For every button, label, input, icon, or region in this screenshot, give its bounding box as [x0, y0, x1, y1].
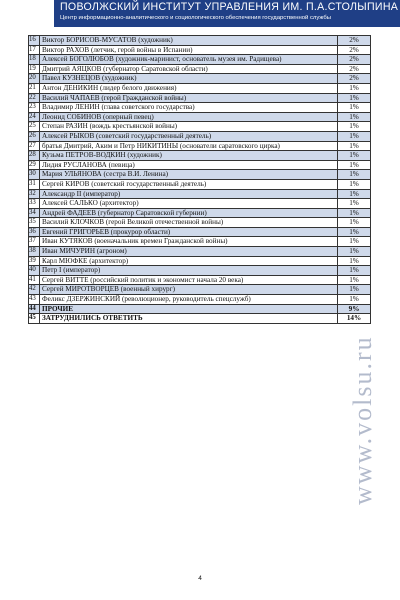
row-percent: 1% — [338, 160, 371, 170]
row-percent: 14% — [338, 314, 371, 324]
row-percent: 1% — [338, 247, 371, 257]
table-row — [29, 218, 371, 228]
row-number: 31 — [29, 179, 40, 189]
row-number: 29 — [29, 160, 40, 170]
table-row — [29, 304, 371, 314]
row-number: 39 — [29, 256, 40, 266]
row-number: 33 — [29, 199, 40, 209]
row-percent: 1% — [338, 112, 371, 122]
row-percent: 1% — [338, 103, 371, 113]
row-percent: 1% — [338, 131, 371, 141]
row-percent: 1% — [338, 179, 371, 189]
row-name: Мария УЛЬЯНОВА (сестра В.И. Ленина) — [40, 170, 338, 180]
row-number: 22 — [29, 93, 40, 103]
row-name: Василий КЛОЧКОВ (герой Великой отечественной войны) — [40, 218, 338, 228]
row-number: 27 — [29, 141, 40, 151]
row-percent: 1% — [338, 227, 371, 237]
table-row — [29, 179, 371, 189]
row-name: Леонид СОБИНОВ (оперный певец) — [40, 112, 338, 122]
row-name: Иван МИЧУРИН (агроном) — [40, 247, 338, 257]
row-number: 41 — [29, 275, 40, 285]
row-name: Степан РАЗИН (вождь крестьянской войны) — [40, 122, 338, 132]
row-percent: 2% — [338, 64, 371, 74]
table-row — [29, 55, 371, 65]
row-number: 35 — [29, 218, 40, 228]
table-row — [29, 112, 371, 122]
row-name: Сергей КИРОВ (советский государственный деятель) — [40, 179, 338, 189]
table-row — [29, 36, 371, 46]
page-number: 4 — [198, 575, 202, 582]
row-percent: 1% — [338, 237, 371, 247]
row-name: Павел КУЗНЕЦОВ (художник) — [40, 74, 338, 84]
page-header — [54, 0, 400, 27]
row-number: 40 — [29, 266, 40, 276]
row-percent: 1% — [338, 295, 371, 305]
row-number: 16 — [29, 36, 40, 46]
row-percent: 1% — [338, 218, 371, 228]
row-percent: 1% — [338, 189, 371, 199]
table-row — [29, 247, 371, 257]
row-number: 26 — [29, 131, 40, 141]
table-row — [29, 275, 371, 285]
row-name: Кузьма ПЕТРОВ-ВОДКИН (художник) — [40, 151, 338, 161]
table-row — [29, 122, 371, 132]
row-percent: 1% — [338, 141, 371, 151]
table-row — [29, 74, 371, 84]
ranking-table — [28, 35, 371, 324]
row-name: Иван КУТЯКОВ (военачальник времен Гражданской войны) — [40, 237, 338, 247]
table-row — [29, 151, 371, 161]
row-number: 32 — [29, 189, 40, 199]
row-percent: 1% — [338, 83, 371, 93]
table-row — [29, 314, 371, 324]
row-name: Алексей САЛЬКО (архитектор) — [40, 199, 338, 209]
row-name: Сергей МИРОТВОРЦЕВ (военный хирург) — [40, 285, 338, 295]
row-number: 34 — [29, 208, 40, 218]
row-number: 17 — [29, 45, 40, 55]
row-name: Андрей ФАДЕЕВ (губернатор Саратовской губернии) — [40, 208, 338, 218]
row-name: Александр II (император) — [40, 189, 338, 199]
table-row — [29, 160, 371, 170]
table-row — [29, 45, 371, 55]
row-percent: 1% — [338, 170, 371, 180]
row-number: 28 — [29, 151, 40, 161]
table-row — [29, 285, 371, 295]
institute-title: ПОВОЛЖСКИЙ ИНСТИТУТ УПРАВЛЕНИЯ ИМ. П.А.СТОЛЫПИНА — [60, 1, 399, 13]
row-name: Евгений ГРИГОРЬЕВ (прокурор области) — [40, 227, 338, 237]
row-name: Лидия РУСЛАНОВА (певица) — [40, 160, 338, 170]
table-row — [29, 266, 371, 276]
row-number: 19 — [29, 64, 40, 74]
row-name: Карл МЮФКЕ (архитектор) — [40, 256, 338, 266]
row-number: 44 — [29, 304, 40, 314]
row-percent: 9% — [338, 304, 371, 314]
row-number: 23 — [29, 103, 40, 113]
row-name: Виктор РАХОВ (летчик, герой войны в Испании) — [40, 45, 338, 55]
row-percent: 1% — [338, 122, 371, 132]
row-percent: 2% — [338, 74, 371, 84]
table-row — [29, 131, 371, 141]
row-percent: 1% — [338, 256, 371, 266]
table-row — [29, 93, 371, 103]
row-name: Василий ЧАПАЕВ (герой Гражданской войны) — [40, 93, 338, 103]
row-percent: 1% — [338, 285, 371, 295]
row-number: 25 — [29, 122, 40, 132]
row-percent: 2% — [338, 45, 371, 55]
institute-subtitle: Центр информационно-аналитического и социологического обеспечения государственной службы — [60, 15, 331, 21]
row-percent: 2% — [338, 36, 371, 46]
row-percent: 1% — [338, 151, 371, 161]
row-percent: 1% — [338, 93, 371, 103]
row-name: братья Дмитрий, Аким и Петр НИКИТИНЫ (основатели саратовского цирка) — [40, 141, 338, 151]
row-name: Сергей ВИТТЕ (российский политик и экономист начала 20 века) — [40, 275, 338, 285]
table-row — [29, 256, 371, 266]
row-name: Владимир ЛЕНИН (глава советского государства) — [40, 103, 338, 113]
table-row — [29, 237, 371, 247]
row-name: Алексей РЫКОВ (советский государственный деятель) — [40, 131, 338, 141]
row-number: 37 — [29, 237, 40, 247]
table-row — [29, 83, 371, 93]
row-number: 18 — [29, 55, 40, 65]
table-row — [29, 103, 371, 113]
row-name: ПРОЧИЕ — [40, 304, 338, 314]
row-name: Антон ДЕНИКИН (лидер белого движения) — [40, 83, 338, 93]
row-percent: 1% — [338, 199, 371, 209]
row-name: Виктор БОРИСОВ-МУСАТОВ (художник) — [40, 36, 338, 46]
table-row — [29, 295, 371, 305]
row-name: Алексей БОГОЛЮБОВ (художник-маринист, основатель музея им. Радищева) — [40, 55, 338, 65]
row-number: 30 — [29, 170, 40, 180]
row-number: 43 — [29, 295, 40, 305]
table-row — [29, 199, 371, 209]
row-number: 45 — [29, 314, 40, 324]
row-percent: 1% — [338, 208, 371, 218]
row-name: Дмитрий АЯЦКОВ (губернатор Саратовской области) — [40, 64, 338, 74]
row-percent: 1% — [338, 275, 371, 285]
table-row — [29, 141, 371, 151]
row-number: 38 — [29, 247, 40, 257]
row-name: ЗАТРУДНИЛИСЬ ОТВЕТИТЬ — [40, 314, 338, 324]
row-percent: 1% — [338, 266, 371, 276]
row-number: 20 — [29, 74, 40, 84]
table-row — [29, 64, 371, 74]
table-row — [29, 208, 371, 218]
row-percent: 2% — [338, 55, 371, 65]
row-number: 42 — [29, 285, 40, 295]
row-name: Петр I (император) — [40, 266, 338, 276]
row-name: Феликс ДЗЕРЖИНСКИЙ (революционер, руководитель спецслужб) — [40, 295, 338, 305]
table-row — [29, 170, 371, 180]
row-number: 21 — [29, 83, 40, 93]
site-watermark: www.volsu.ru — [348, 335, 377, 505]
row-number: 36 — [29, 227, 40, 237]
table-row — [29, 227, 371, 237]
row-number: 24 — [29, 112, 40, 122]
table-row — [29, 189, 371, 199]
